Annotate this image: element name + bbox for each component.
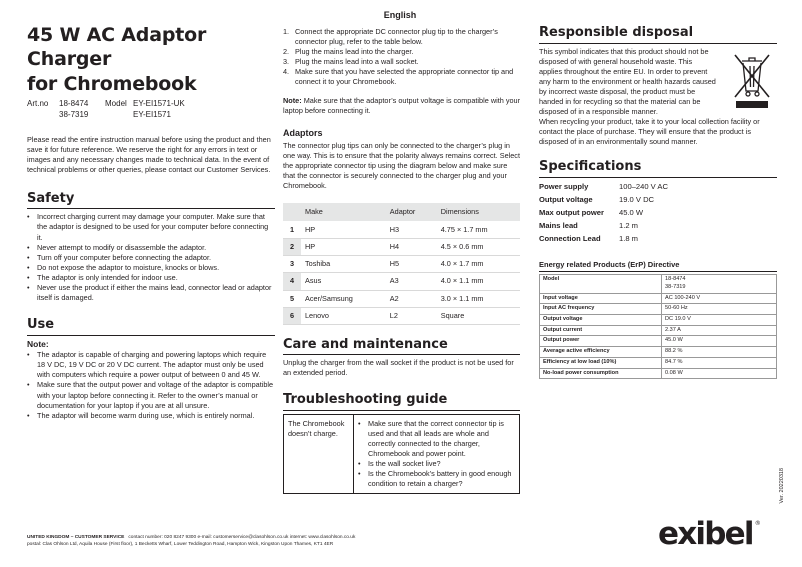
- table-row: [283, 239, 520, 256]
- table-header: Make: [301, 203, 386, 222]
- table-cell: Lenovo: [301, 307, 386, 324]
- spec-label: Output voltage: [539, 195, 593, 205]
- disposal-heading: Responsible disposal: [539, 25, 777, 44]
- table-header: Dimensions: [437, 203, 520, 222]
- brand-logo: exibel ®: [658, 516, 761, 552]
- table-row: [283, 256, 520, 273]
- spec-label: Connection Lead: [539, 234, 601, 244]
- trouble-list: [358, 419, 515, 489]
- table-row: [283, 273, 520, 290]
- spec-value: 1.2 m: [619, 221, 638, 231]
- weee-bin-icon: [733, 49, 771, 109]
- spec-label: Mains lead: [539, 221, 578, 231]
- table-cell: 3: [283, 256, 301, 273]
- table-cell: 2: [283, 239, 301, 256]
- footer: [27, 535, 547, 549]
- table-cell: HP: [301, 222, 386, 239]
- steps-list: [283, 27, 520, 87]
- erp-table: [539, 274, 777, 379]
- spec-value: 19.0 V DC: [619, 195, 655, 205]
- list-item: • Incorrect charging current may damage your computer. Make sure that the adaptor is designed to be used for your computer before connecting it.: [27, 212, 275, 242]
- erp-row: [540, 347, 777, 358]
- erp-label: Output power: [540, 336, 662, 347]
- list-item: 3. Plug the mains lead into a wall socket.: [283, 57, 419, 67]
- list-item: • The adaptor is capable of charging and powering laptops which require 18 V DC, 19 V DC or 20 V DC current. The adaptor must only be used with computers which require a power output of between 0 and 45 W.: [27, 350, 275, 380]
- use-note-label: Note:: [27, 338, 49, 349]
- erp-value: 0.08 W: [662, 368, 777, 379]
- list-item: • Is the Chromebook’s battery in good enough condition to retain a charger?: [358, 469, 515, 489]
- table-header: [283, 203, 301, 222]
- table-cell: H4: [386, 239, 437, 256]
- troubleshooting-table: [283, 414, 520, 494]
- erp-value: 84.7 %: [662, 357, 777, 368]
- table-cell: 5: [283, 290, 301, 307]
- erp-row: [540, 275, 777, 293]
- table-cell: Toshiba: [301, 256, 386, 273]
- adaptors-heading: Adaptors: [283, 127, 323, 138]
- model-1: EY-EI1571-UK: [133, 98, 185, 108]
- adaptors-text: The connector plug tips can only be connected to the charger’s plug in one way. This is to ensure that the polarity always remains correct. Select the appropriate connector tip using the diagram below and make sure that the connector is securely connected to the charger plug and your Chromebook.: [283, 140, 520, 191]
- safety-heading: Safety: [27, 191, 275, 210]
- list-item: • Is the wall socket live?: [358, 459, 515, 469]
- steps-note: Note: Make sure that the adaptor’s output voltage is compatible with your laptop before connecting it.: [283, 96, 521, 116]
- table-row: [283, 290, 520, 307]
- use-list: [27, 350, 275, 420]
- erp-value: 45.0 W: [662, 336, 777, 347]
- spec-label: Power supply: [539, 182, 589, 192]
- column-left: [27, 0, 275, 421]
- list-item: 4. Make sure that you have selected the appropriate connector tip and connect it to your Chromebook.: [283, 67, 514, 87]
- page-title: [27, 23, 275, 96]
- table-row: [283, 222, 520, 239]
- disposal-text-2: When recycling your product, take it to your local collection facility or contact the place of purchase. They will ensure that the product is disposed of in an environmentally sound manner.: [539, 117, 760, 147]
- erp-row: [540, 315, 777, 326]
- erp-value: 88.2 %: [662, 347, 777, 358]
- list-item: • Make sure that the correct connector tip is used and that all leads are whole and correctly connected to the charger, Chromebook and power point.: [358, 419, 515, 459]
- list-item: • Turn off your computer before connecting the adaptor.: [27, 253, 275, 263]
- erp-label: Input AC frequency: [540, 304, 662, 315]
- table-header: Adaptor: [386, 203, 437, 222]
- spec-row: [539, 181, 668, 194]
- erp-label: Model: [540, 275, 662, 293]
- artno-1: 18-8474: [59, 98, 89, 108]
- table-row: [283, 307, 520, 324]
- model-label: Model: [105, 98, 127, 108]
- table-cell: A3: [386, 273, 437, 290]
- adaptor-table: [283, 203, 520, 324]
- spec-value: 1.8 m: [619, 234, 638, 244]
- erp-row: [540, 325, 777, 336]
- erp-value: AC 100-240 V: [662, 293, 777, 304]
- title-line-1: 45 W AC Adaptor Charger: [27, 24, 207, 71]
- table-cell: A2: [386, 290, 437, 307]
- disposal-text: This symbol indicates that this product should not be disposed of with general household waste. This applies throughout the entire EU. In order to prevent any harm to the environment or health hazards caused by incorrect waste disposal, the product must be handed in for recycling so that the material can be disposed of in a responsible manner.: [539, 46, 716, 116]
- table-cell: Square: [437, 307, 520, 324]
- table-cell: H5: [386, 256, 437, 273]
- list-item: 1. Connect the appropriate DC connector plug tip to the charger’s connector plug, refer to the table below.: [283, 27, 498, 47]
- list-item: • The adaptor will become warm during use, which is entirely normal.: [27, 411, 275, 421]
- erp-row: [540, 293, 777, 304]
- erp-label: Output voltage: [540, 315, 662, 326]
- erp-heading: Energy related Products (ErP) Directive: [539, 260, 777, 272]
- spec-value: 100–240 V AC: [619, 182, 668, 192]
- artno-2: 38-7319: [59, 109, 89, 119]
- list-item: • Do not expose the adaptor to moisture, knocks or blows.: [27, 263, 275, 273]
- table-cell: Asus: [301, 273, 386, 290]
- erp-label: Output current: [540, 325, 662, 336]
- care-text: Unplug the charger from the wall socket if the product is not be used for an extended period.: [283, 358, 514, 378]
- erp-row: [540, 304, 777, 315]
- erp-row: [540, 357, 777, 368]
- table-cell: HP: [301, 239, 386, 256]
- table-cell: 4.75 × 1.7 mm: [437, 222, 520, 239]
- footer-company: UNITED KINGDOM – CUSTOMER SERVICE: [27, 535, 125, 540]
- list-item: • The adaptor is only intended for indoor use.: [27, 273, 275, 283]
- erp-label: No-load power consumption: [540, 368, 662, 379]
- model-2: EY-EI1571: [133, 109, 171, 119]
- table-cell: 1: [283, 222, 301, 239]
- erp-value: 2.37 A: [662, 325, 777, 336]
- spec-label: Max output power: [539, 208, 604, 218]
- table-cell: 6: [283, 307, 301, 324]
- erp-label: Average active efficiency: [540, 347, 662, 358]
- table-cell: 3.0 × 1.1 mm: [437, 290, 520, 307]
- use-heading: Use: [27, 317, 275, 336]
- language-label: English: [383, 10, 417, 20]
- erp-label: Efficiency at low load (10%): [540, 357, 662, 368]
- table-cell: 4.0 × 1.7 mm: [437, 256, 520, 273]
- table-cell: H3: [386, 222, 437, 239]
- table-cell: 4.5 × 0.6 mm: [437, 239, 520, 256]
- list-item: 2. Plug the mains lead into the charger.: [283, 47, 414, 57]
- specifications-heading: Specifications: [539, 159, 777, 178]
- footer-contact: contact number: 020 8247 9300 e-mail: customerservice@clasohlson.co.uk internet: www.clasohlson.co.uk: [128, 535, 356, 540]
- artno-label: Art.no: [27, 98, 49, 108]
- table-cell: 4: [283, 273, 301, 290]
- spec-row: [539, 233, 668, 246]
- trouble-cause: The Chromebook doesn’t charge.: [284, 414, 354, 493]
- erp-value: DC 19.0 V: [662, 315, 777, 326]
- erp-label: Input voltage: [540, 293, 662, 304]
- erp-value: 18-8474 38-7319: [662, 275, 777, 293]
- table-cell: 4.0 × 1.1 mm: [437, 273, 520, 290]
- spec-value: 45.0 W: [619, 208, 644, 218]
- list-item: • Never use the product if either the mains lead, connector lead or adaptor itself is damaged.: [27, 283, 275, 303]
- list-item: • Never attempt to modify or disassemble the adaptor.: [27, 243, 275, 253]
- spec-row: [539, 220, 668, 233]
- care-heading: Care and maintenance: [283, 337, 520, 356]
- erp-value: 50-60 Hz: [662, 304, 777, 315]
- table-cell: L2: [386, 307, 437, 324]
- specifications-table: [539, 181, 668, 246]
- erp-row: [540, 368, 777, 379]
- list-item: • Make sure that the output power and voltage of the adaptor is compatible with your laptop before connecting it. Refer to the owner’s manual or documentation for your laptop if you are at all unsure.: [27, 380, 275, 410]
- erp-row: [540, 336, 777, 347]
- column-middle: [283, 0, 520, 494]
- intro-text: Please read the entire instruction manual before using the product and then save it for future reference. We reserve the right for any errors in text or images and any necessary changes made to technical data. In the event of technical problems or other queries, please contact our Customer Services.: [27, 134, 271, 174]
- version-label: Ver. 20220318: [779, 468, 785, 504]
- title-line-2: for Chromebook: [27, 72, 197, 95]
- footer-postal: postal: Clas Ohlson Ltd, Aquila House (First floor), 1 Becketts Wharf, Lower Teddington Road, Hampton Wick, Kingston Upon Thames, KT1 4ER: [27, 541, 334, 547]
- article-info: [27, 99, 275, 121]
- table-cell: Acer/Samsung: [301, 290, 386, 307]
- safety-list: [27, 212, 275, 303]
- troubleshooting-heading: Troubleshooting guide: [283, 392, 520, 411]
- spec-row: [539, 194, 668, 207]
- spec-row: [539, 207, 668, 220]
